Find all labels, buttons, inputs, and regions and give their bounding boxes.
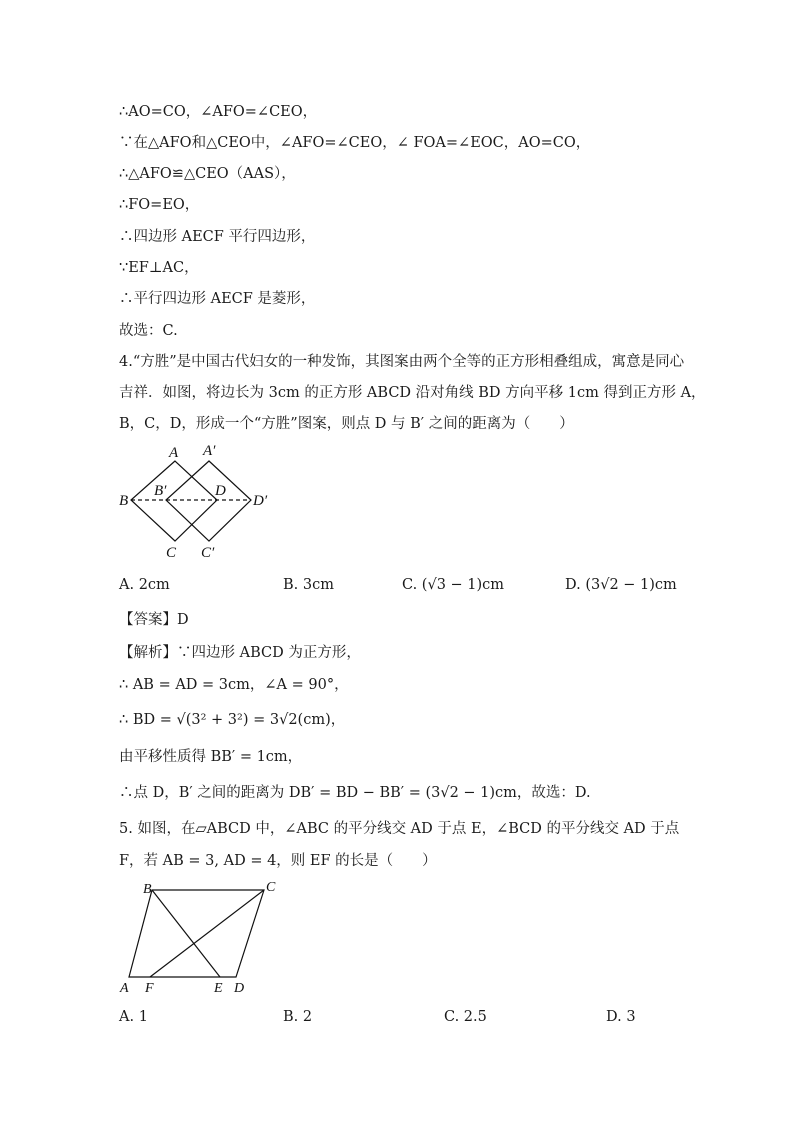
label-D-prime: D′ xyxy=(253,493,268,509)
q5-option-a: A. 1 xyxy=(119,1009,148,1025)
label-D: D xyxy=(234,981,245,996)
q5-option-b: B. 2 xyxy=(283,1009,313,1025)
label-D: D xyxy=(215,483,226,499)
label-C-prime: C′ xyxy=(201,545,215,561)
q4-answer: 【答案】D xyxy=(119,612,189,628)
q4-option-c: C. (√3 − 1)cm xyxy=(402,577,505,593)
label-B: B xyxy=(119,493,129,509)
solution-line: ∴平行四边形 AECF 是菱形， xyxy=(119,291,316,307)
q4-analysis-line: ∴ AB = AD = 3cm，∠A = 90°， xyxy=(119,677,349,693)
solution-line: ∴AO=CO，∠AFO=∠CEO， xyxy=(119,104,318,120)
parallelogram-abcd xyxy=(129,890,264,977)
q4-stem-line: B，C，D，形成一个“方胜”图案，则点 D 与 B′ 之间的距离为（ ） xyxy=(119,416,574,432)
solution-line: ∵在△AFO和△CEO中，∠AFO=∠CEO，∠ FOA=∠EOC，AO=CO， xyxy=(119,135,591,151)
label-E: E xyxy=(214,981,223,996)
q4-analysis-line: 【解析】∵四边形 ABCD 为正方形， xyxy=(119,645,361,661)
q5-stem-line: F，若 AB = 3, AD = 4，则 EF 的长是（ ） xyxy=(119,853,437,869)
solution-line: 故选：C. xyxy=(119,323,178,339)
label-A: A xyxy=(169,445,179,461)
q4-stem-line: 吉祥．如图，将边长为 3cm 的正方形 ABCD 沿对角线 BD 方向平移 1cm 得到正方形 A， xyxy=(119,385,706,401)
q5-parallelogram-figure xyxy=(112,877,282,997)
q4-analysis-line: ∴ BD = √(3² + 3²) = 3√2(cm)， xyxy=(119,712,346,728)
q5-option-d: D. 3 xyxy=(606,1009,636,1025)
label-B: B xyxy=(143,882,152,897)
q4-option-b: B. 3cm xyxy=(283,577,334,593)
bisector-be xyxy=(152,890,220,977)
q4-fangsheng-figure xyxy=(110,438,280,563)
label-C: C xyxy=(266,880,276,895)
label-A: A xyxy=(120,981,129,996)
q4-option-a: A. 2cm xyxy=(119,577,170,593)
q4-analysis-line: 由平移性质得 BB′ = 1cm， xyxy=(119,749,303,765)
label-B-prime: B′ xyxy=(154,483,167,499)
q4-analysis-line: ∴点 D，B′ 之间的距离为 DB′ = BD − BB′ = (3√2 − 1)cm，故选：D. xyxy=(119,785,591,801)
solution-line: ∵EF⊥AC， xyxy=(119,260,199,276)
label-A-prime: A′ xyxy=(203,443,216,459)
label-F: F xyxy=(145,981,154,996)
q5-option-c: C. 2.5 xyxy=(444,1009,487,1025)
bisector-cf xyxy=(150,890,264,977)
q5-stem-line: 5. 如图，在▱ABCD 中，∠ABC 的平分线交 AD 于点 E，∠BCD 的平分线交 AD 于点 xyxy=(119,821,680,837)
solution-line: ∴FO=EO， xyxy=(119,197,200,213)
square-abcd xyxy=(131,461,217,541)
q4-option-d: D. (3√2 − 1)cm xyxy=(565,577,677,593)
q4-stem-line: 4.“方胜”是中国古代妇女的一种发饰，其图案由两个全等的正方形相叠组成，寓意是同心 xyxy=(119,354,685,370)
square-a2b2c2d2 xyxy=(166,461,251,541)
solution-line: ∴△AFO≌△CEO（AAS）， xyxy=(119,166,296,182)
solution-line: ∴四边形 AECF 平行四边形， xyxy=(119,229,316,245)
label-C: C xyxy=(166,545,177,561)
